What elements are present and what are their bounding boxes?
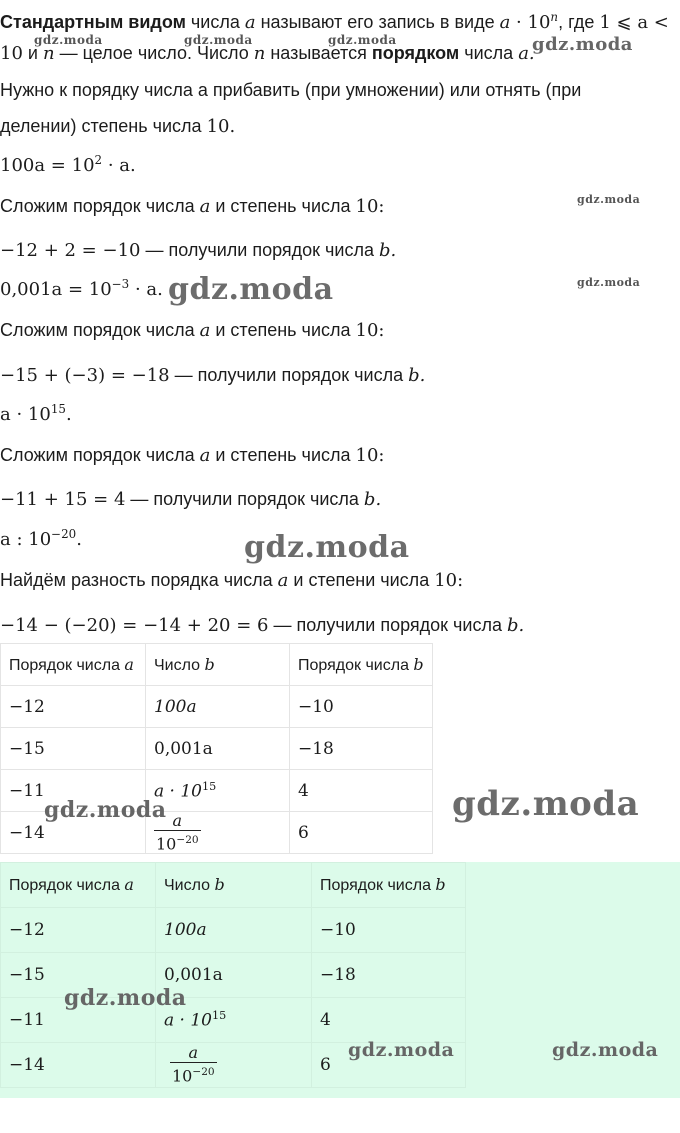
table-row: −12 100a −10 xyxy=(1,908,466,953)
table-header-row xyxy=(1,863,466,908)
step-2-expression: $0,001a = 10^{-3} \cdot a$. xyxy=(0,277,163,300)
step-1-expression: $100a = 10^2 \cdot a$. xyxy=(0,153,136,176)
fraction: $\frac{a}{10^{-20}}$ xyxy=(172,1043,215,1086)
table-row: −15 0,001a −18 xyxy=(1,953,466,998)
header-number-b: Число b xyxy=(156,863,312,908)
watermark: gdz.moda xyxy=(532,34,633,55)
watermark: gdz.moda xyxy=(44,797,167,823)
step-4-instruction: Найдём разность порядка числа a и степени числа 10: xyxy=(0,570,464,591)
header-order-b: Порядок числа b xyxy=(312,863,466,908)
step-1-calculation: −12 + 2 = −10 — получили порядок числа b. xyxy=(0,240,397,261)
header-number-b: Число b xyxy=(146,644,290,686)
watermark: gdz.moda xyxy=(328,33,397,47)
watermark: gdz.moda xyxy=(577,193,641,206)
watermark: gdz.moda xyxy=(168,272,334,307)
table-row: −12 100a −10 xyxy=(1,686,433,728)
watermark: gdz.moda xyxy=(34,33,103,47)
intro-line-2: 10 и n — целое число. Число n называется порядком числа a. xyxy=(0,43,535,64)
header-order-b: Порядок числа b xyxy=(290,644,433,686)
watermark: gdz.moda xyxy=(348,1039,455,1061)
step-1-instruction: Сложим порядок числа a и степень числа 10: xyxy=(0,196,385,217)
step-4-calculation: −14 − (−20) = −14 + 20 = 6 — получили порядок числа b. xyxy=(0,615,525,636)
watermark: gdz.moda xyxy=(184,33,253,47)
fraction: $\frac{a}{10^{-20}}$ xyxy=(156,811,199,854)
watermark: gdz.moda xyxy=(552,1039,659,1061)
table-header-row xyxy=(1,644,433,686)
step-3-expression: $a \cdot 10^{15}$. xyxy=(0,402,72,425)
watermark: gdz.moda xyxy=(64,985,187,1011)
rule-line-1: Нужно к порядку числа a прибавить (при умножении) или отнять (при xyxy=(0,80,582,100)
step-3-instruction: Сложим порядок числа a и степень числа 10: xyxy=(0,445,385,466)
table-row: −14 $\frac{a}{10^{-20}}$ 6 xyxy=(1,1043,466,1088)
table-row: −15 0,001a −18 xyxy=(1,728,433,770)
table-row: −14 $\frac{a}{10^{-20}}$ 6 xyxy=(1,812,433,854)
step-2-instruction: Сложим порядок числа a и степень числа 10: xyxy=(0,320,385,341)
header-order-a: Порядок числа a xyxy=(1,644,146,686)
watermark: gdz.moda xyxy=(244,530,410,565)
table-row: −11 $a \cdot 10^{15}$ 4 xyxy=(1,998,466,1043)
watermark: gdz.moda xyxy=(452,784,640,824)
watermark: gdz.moda xyxy=(577,276,641,289)
step-2-calculation: −15 + (−3) = −18 — получили порядок числа b. xyxy=(0,365,426,386)
table-row: −11 $a \cdot 10^{15}$ 4 xyxy=(1,770,433,812)
step-4-expression: a : $10^{-20}$. xyxy=(0,527,82,550)
intro-bold-standard: Стандартным видом xyxy=(0,12,186,32)
rule-line-2: делении) степень числа 10. xyxy=(0,116,236,137)
intro-line-1: Стандартным видом числа a называют его запись в виде $a \cdot 10^n$, где 1 ⩽ a < xyxy=(0,10,669,33)
step-3-calculation: −11 + 15 = 4 — получили порядок числа b. xyxy=(0,489,382,510)
header-order-a: Порядок числа a xyxy=(1,863,156,908)
intro-bold-order: порядком xyxy=(371,43,460,63)
